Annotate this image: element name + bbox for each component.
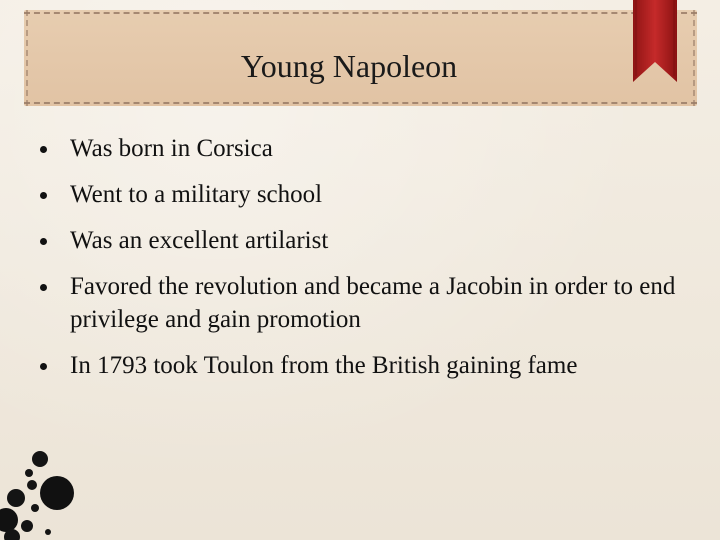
- bullet-dot-icon: [40, 363, 47, 370]
- ink-splatter: [0, 440, 90, 540]
- bullet-dot-icon: [40, 192, 47, 199]
- bullet-text: In 1793 took Toulon from the British gaining fame: [70, 352, 578, 379]
- bullet-text: Was an excellent artilarist: [70, 227, 329, 254]
- bullet-text: Favored the revolution and became a Jacobin in order to end privilege and gain promotion: [70, 273, 676, 333]
- title-panel-stitch-right: [693, 10, 695, 106]
- bullet-list: [40, 132, 680, 395]
- title-panel: [24, 10, 697, 106]
- bullet-dot-icon: [40, 146, 47, 153]
- bullet-text: Was born in Corsica: [70, 135, 273, 162]
- bullet-text: Went to a military school: [70, 181, 323, 208]
- bullet-item: [40, 349, 680, 382]
- bullet-item: [40, 132, 680, 165]
- bookmark-ribbon-icon: [633, 0, 677, 82]
- bullet-dot-icon: [40, 284, 47, 291]
- bullet-item: [40, 178, 680, 211]
- bullet-item: [40, 270, 680, 336]
- bullet-dot-icon: [40, 238, 47, 245]
- title-panel-stitch-top: [24, 12, 697, 14]
- title-panel-stitch-bottom: [24, 102, 697, 104]
- slide-title: Young Napoleon: [240, 48, 458, 84]
- bullet-item: [40, 224, 680, 257]
